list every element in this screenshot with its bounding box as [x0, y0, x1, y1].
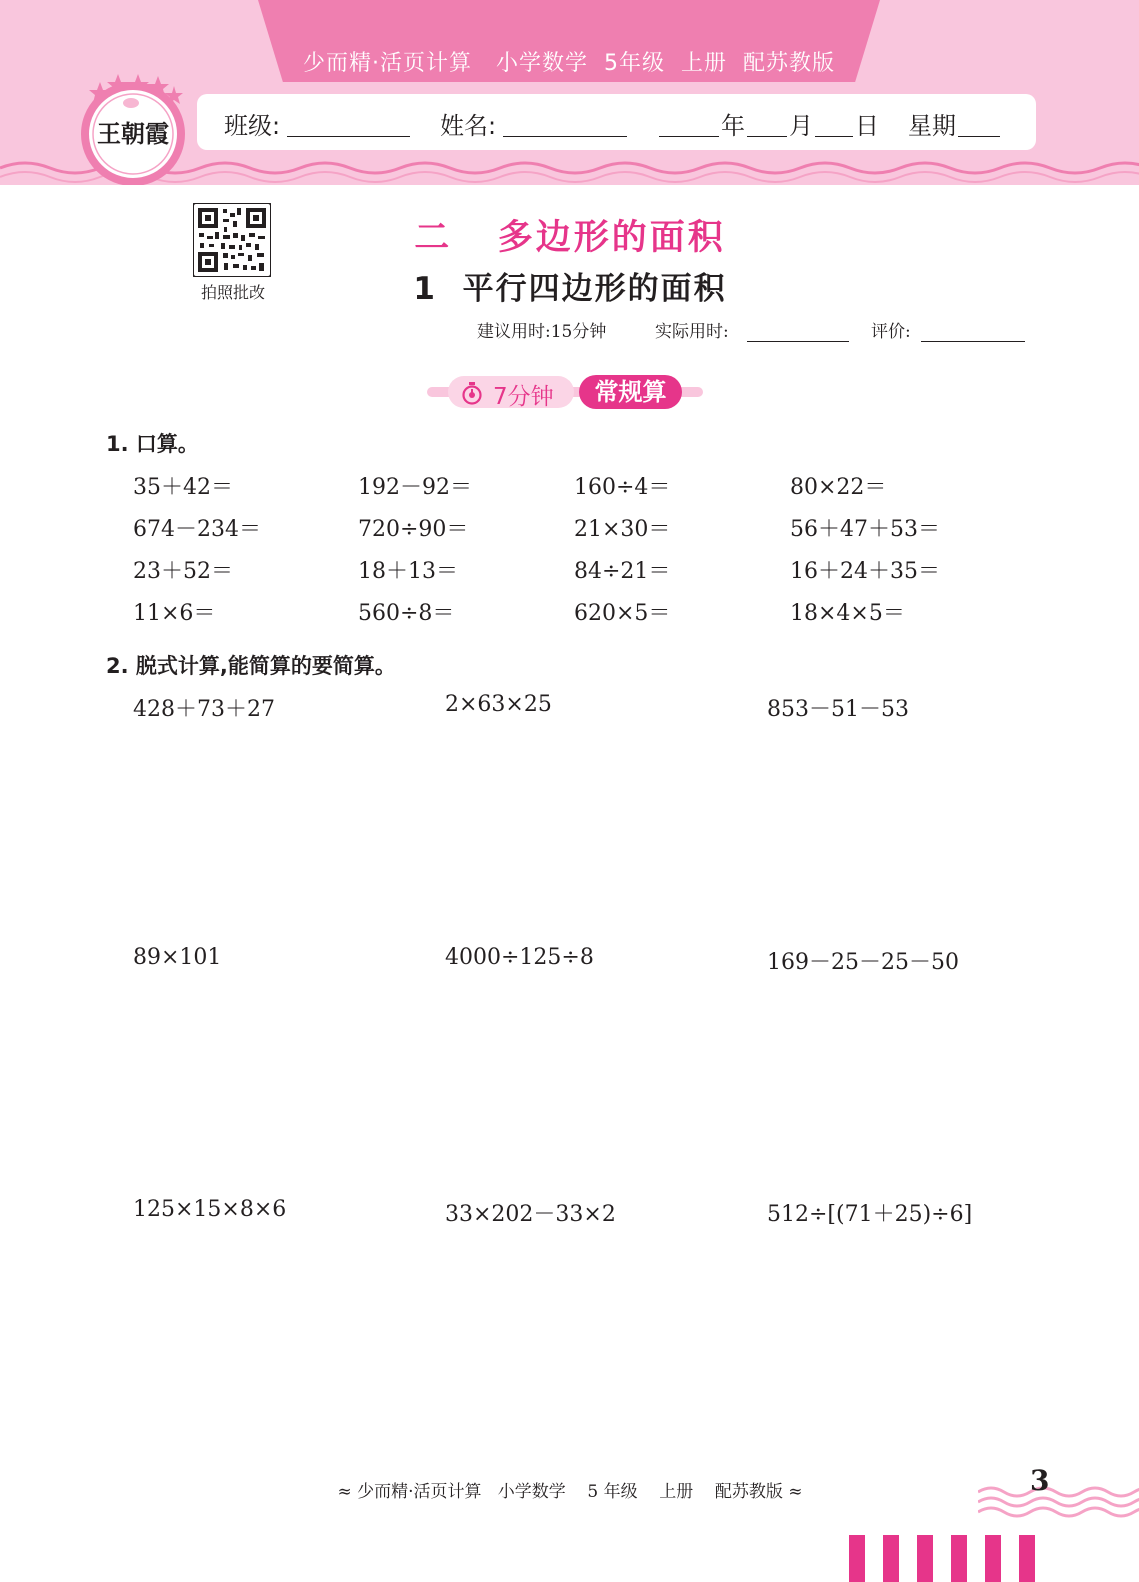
q2-expr: 428＋73＋27: [133, 697, 275, 722]
q2-expr: 853－51－53: [767, 697, 909, 722]
q1-expr: 23＋52＝: [133, 559, 233, 584]
svg-text:王朝霞: 王朝霞: [97, 119, 169, 148]
q1-expr: 674－234＝: [133, 517, 261, 542]
q2-expr: 89×101: [133, 945, 222, 970]
q1-expr: 18＋13＝: [358, 559, 458, 584]
year-field[interactable]: [659, 108, 719, 137]
q1-expr: 620×5＝: [574, 601, 671, 626]
q2-expr: 4000÷125÷8: [445, 945, 594, 970]
page-number: 3: [1030, 1464, 1050, 1497]
lesson-title: 1 平行四边形的面积: [413, 271, 727, 307]
footer-wave-decoration: [978, 1480, 1139, 1520]
footer-text: ≈ 少而精·活页计算 小学数学 5 年级 上册 配苏教版 ≈: [337, 1482, 803, 1502]
month-field[interactable]: [747, 108, 787, 137]
qr-code-icon[interactable]: [193, 203, 271, 277]
q2-expr: 33×202－33×2: [445, 1202, 616, 1227]
year-label: 年: [721, 112, 745, 140]
q1-expr: 21×30＝: [574, 517, 671, 542]
q2-expr: 512÷[(71＋25)÷6]: [767, 1202, 973, 1227]
name-label: 姓名:: [440, 112, 497, 140]
footer-stripe: [951, 1535, 967, 1582]
day-label: 日: [855, 112, 879, 140]
brand-logo-icon: [78, 70, 188, 185]
evaluation-field[interactable]: [921, 340, 1025, 342]
footer-stripe: [985, 1535, 1001, 1582]
footer-stripe: [883, 1535, 899, 1582]
q2-expr: 125×15×8×6: [133, 1197, 287, 1222]
evaluation-label: 评价:: [871, 322, 911, 342]
stopwatch-icon: [460, 381, 484, 405]
q1-expr: 11×6＝: [133, 601, 216, 626]
footer-stripe: [1019, 1535, 1035, 1582]
class-label: 班级:: [224, 112, 281, 140]
actual-time-label: 实际用时:: [655, 322, 729, 342]
q1-expr: 560÷8＝: [358, 601, 455, 626]
q2-title: 2. 脱式计算,能简算的要简算。: [106, 654, 396, 678]
qr-caption: 拍照批改: [200, 283, 265, 302]
q1-expr: 16＋24＋35＝: [790, 559, 940, 584]
q1-expr: 18×4×5＝: [790, 601, 905, 626]
series-title: 少而精·活页计算 小学数学 5年级 上册 配苏教版: [303, 51, 835, 76]
unit-title: 二 多边形的面积: [414, 218, 726, 258]
q1-expr: 56＋47＋53＝: [790, 517, 940, 542]
section-time: 7分钟: [493, 384, 554, 410]
suggested-time: 建议用时:15分钟: [477, 322, 607, 342]
day-field[interactable]: [815, 108, 853, 137]
footer-stripe: [917, 1535, 933, 1582]
q1-expr: 160÷4＝: [574, 475, 671, 500]
q2-expr: 169－25－25－50: [767, 950, 959, 975]
q1-expr: 80×22＝: [790, 475, 887, 500]
q1-expr: 720÷90＝: [358, 517, 469, 542]
weekday-field[interactable]: [958, 108, 1000, 137]
q1-expr: 84÷21＝: [574, 559, 671, 584]
footer-stripe: [849, 1535, 865, 1582]
class-field[interactable]: [287, 108, 410, 137]
q1-expr: 192－92＝: [358, 475, 472, 500]
month-label: 月: [789, 112, 813, 140]
section-tag: 常规算: [579, 375, 682, 409]
q1-expr: 35＋42＝: [133, 475, 233, 500]
q2-expr: 2×63×25: [445, 692, 552, 717]
weekday-label: 星期: [908, 112, 956, 140]
actual-time-field[interactable]: [747, 340, 849, 342]
q1-title: 1. 口算。: [106, 432, 199, 456]
name-field[interactable]: [503, 108, 627, 137]
